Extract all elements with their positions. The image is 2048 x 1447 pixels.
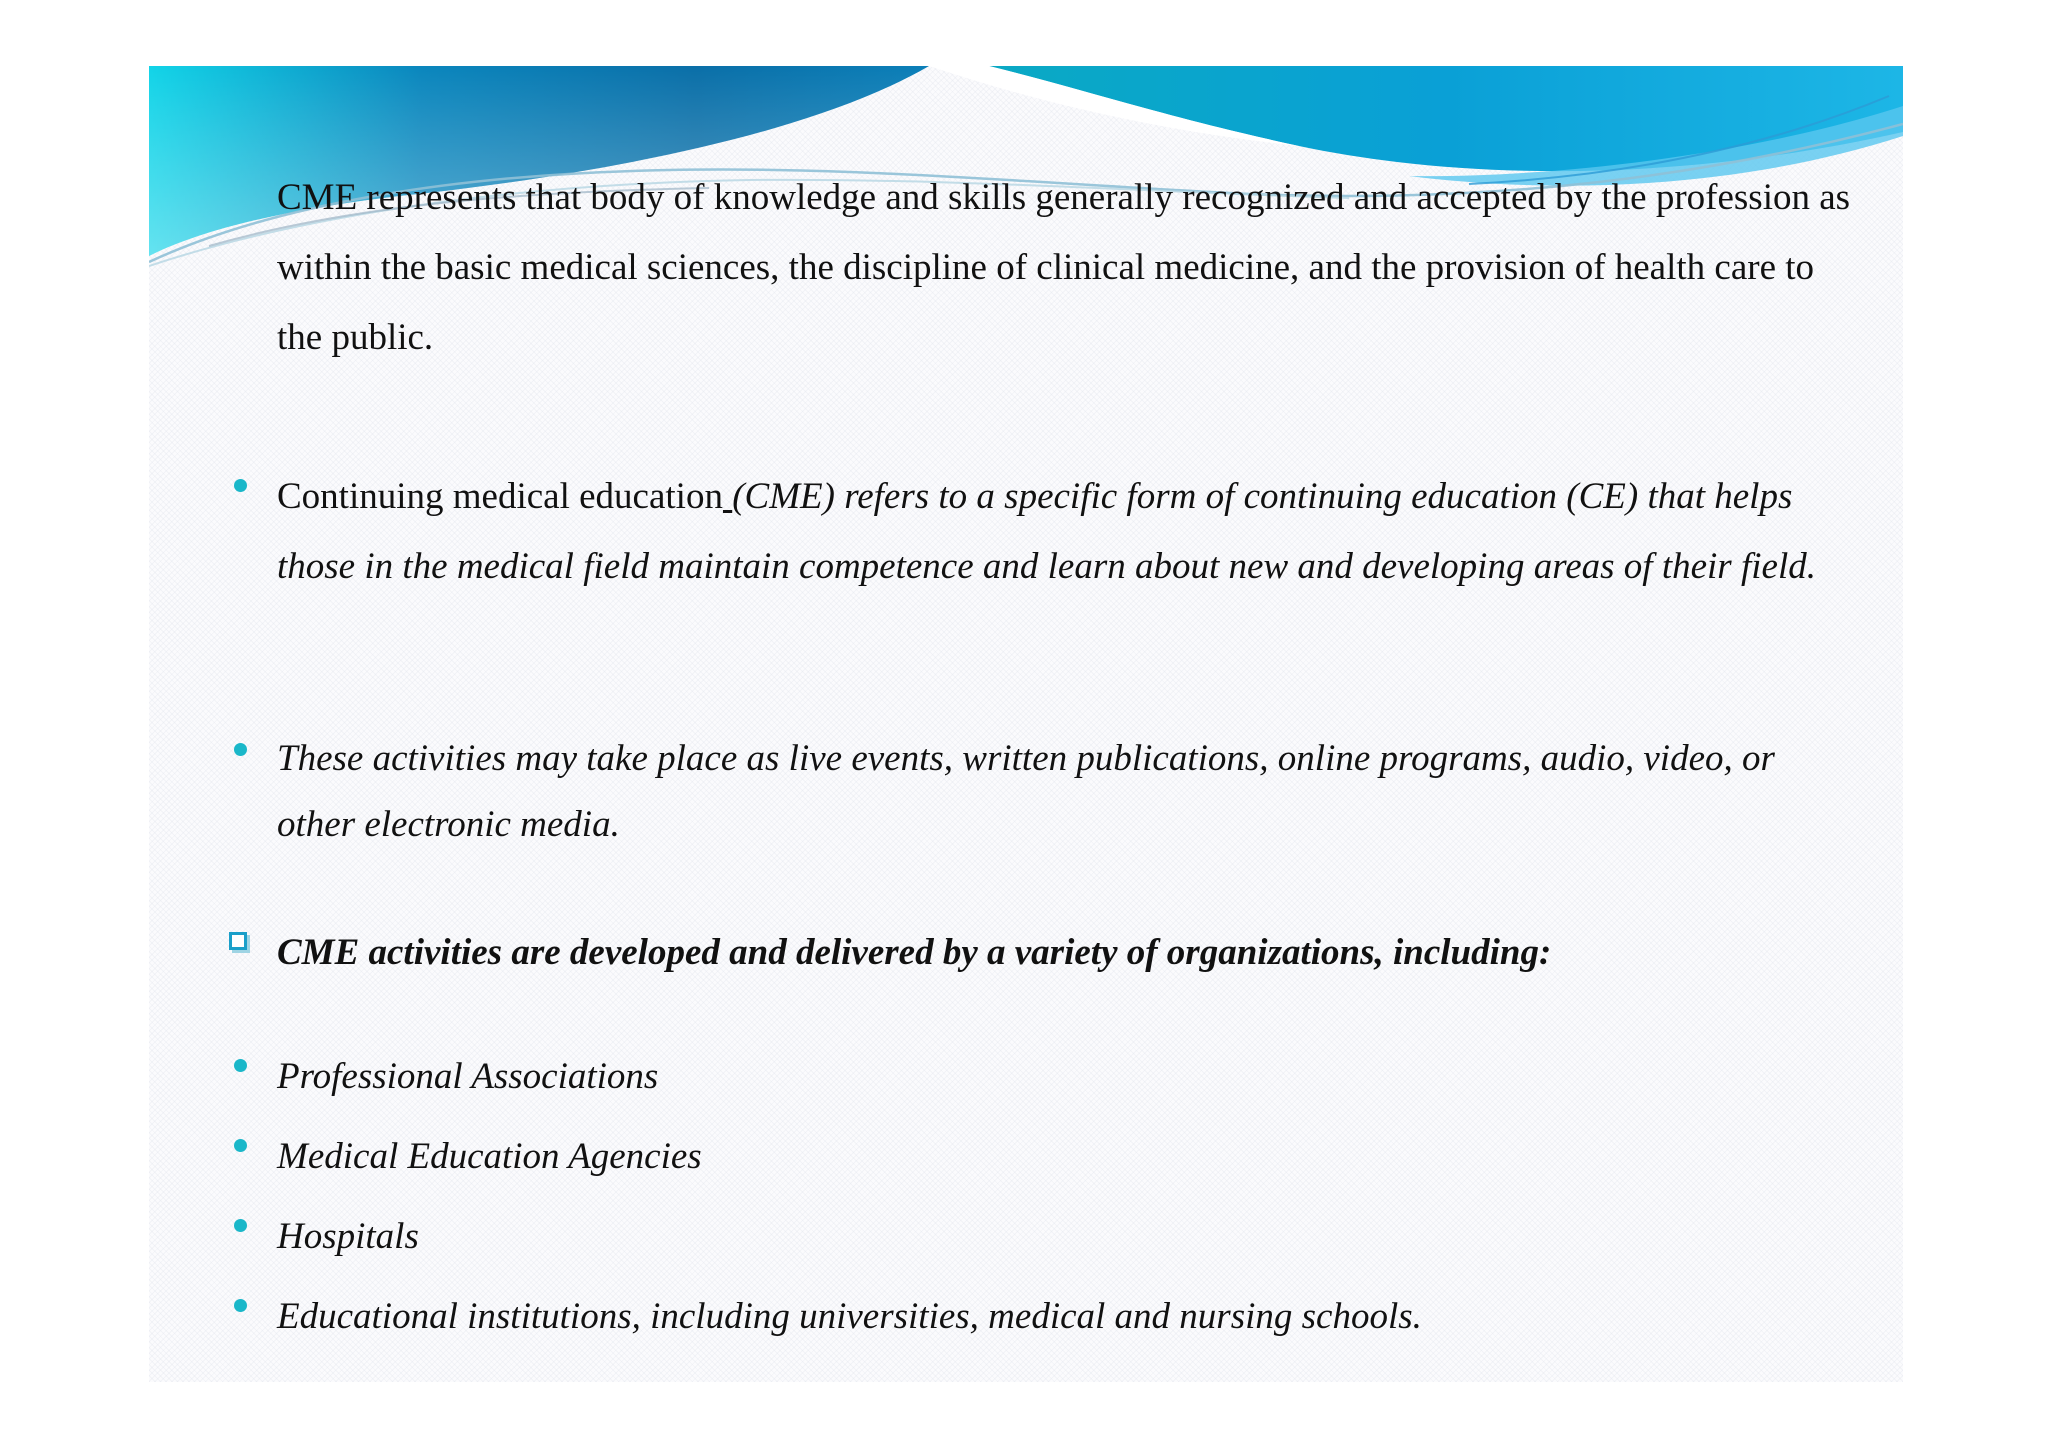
- org-item-educational-institutions: Educational institutions, including universities, medical and nursing schools.: [277, 1296, 1422, 1337]
- bullet-dot: [234, 1139, 247, 1152]
- intro-paragraph: CME represents that body of knowledge and skills generally recognized and accepted by the profession as within the basic medical sciences, the discipline of clinical medicine, and the provision of health care to the public.: [277, 177, 1851, 358]
- bullet-dot: [234, 1299, 247, 1312]
- bullet-dot: [234, 743, 247, 756]
- org-item-professional-associations: Professional Associations: [277, 1056, 659, 1097]
- activities-paragraph: These activities may take place as live events, written publications, online programs, audio, video, or other electronic media.: [277, 738, 1775, 845]
- cme-definition-paragraph: [277, 462, 1857, 602]
- square-bullet-icon: [229, 932, 247, 950]
- cme-definition-rest: (CME) refers to a specific form of continuing education (CE) that helps those in the medical field maintain competence and learn about new and developing areas of their field.: [277, 476, 1816, 587]
- bullet-dot: [234, 1219, 247, 1232]
- cme-definition-link-char: [723, 476, 732, 517]
- organizations-heading: CME activities are developed and delivered by a variety of organizations, including:: [277, 932, 1552, 973]
- bullet-dot: [234, 1059, 247, 1072]
- org-item-hospitals: Hospitals: [277, 1216, 419, 1257]
- cme-definition-lead: Continuing medical education: [277, 476, 723, 517]
- slide: [149, 66, 1903, 1382]
- org-item-medical-education-agencies: Medical Education Agencies: [277, 1136, 702, 1177]
- bullet-dot: [234, 479, 247, 492]
